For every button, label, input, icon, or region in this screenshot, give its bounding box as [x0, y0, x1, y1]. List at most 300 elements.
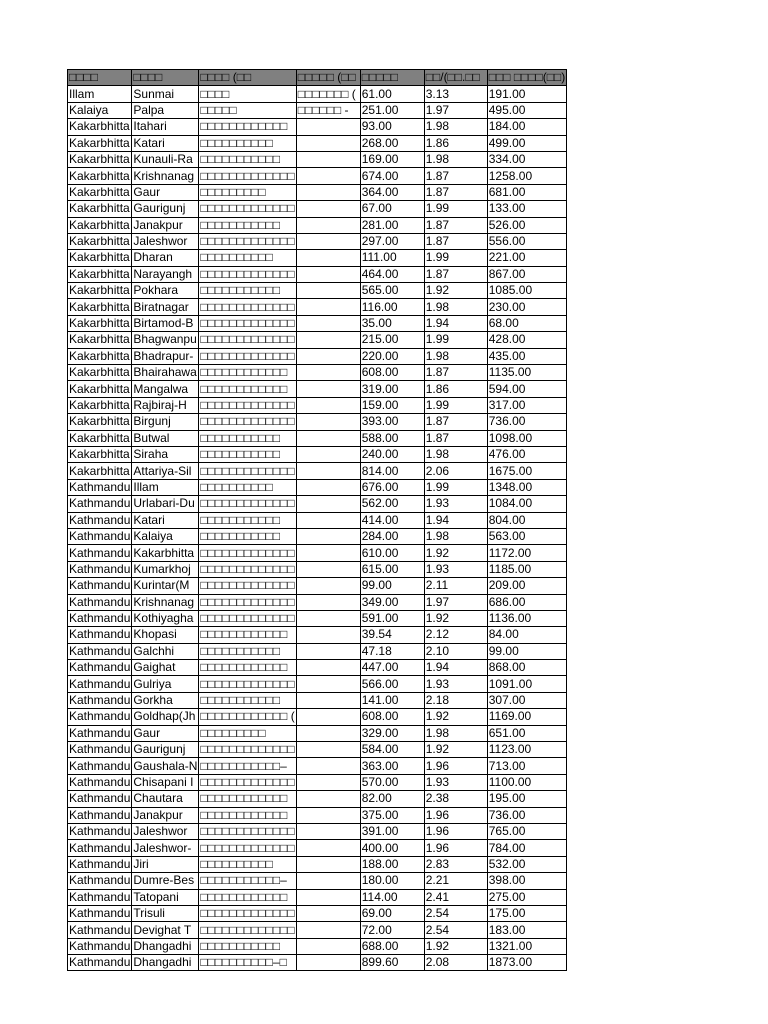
table-cell[interactable]: 268.00	[360, 135, 424, 151]
table-cell[interactable]: Birgunj	[132, 414, 199, 430]
table-cell[interactable]: 1.99	[424, 397, 487, 413]
table-cell[interactable]: Kakarbhitta	[68, 119, 132, 135]
table-cell[interactable]: 1.93	[424, 774, 487, 790]
table-cell[interactable]	[296, 446, 360, 462]
table-cell[interactable]	[296, 381, 360, 397]
table-cell[interactable]: Kakarbhitta	[68, 430, 132, 446]
table-cell[interactable]: □□□□□□□□□□	[199, 250, 296, 266]
table-cell[interactable]: 2.06	[424, 463, 487, 479]
table-cell[interactable]: 1169.00	[487, 709, 567, 725]
table-cell[interactable]: Kathmandu	[69, 479, 131, 494]
table-cell[interactable]: □□□□□□□□□□□□□	[200, 742, 295, 757]
table-cell[interactable]: Chisapani I	[132, 774, 199, 790]
table-cell[interactable]: □□□□□□□□□□–□	[199, 955, 296, 971]
table-cell[interactable]: 428.00	[487, 332, 567, 348]
table-cell[interactable]: □□□□□□□□□□□□□	[200, 906, 295, 921]
header-cell[interactable]: □□/(□□.□□	[424, 70, 487, 86]
table-cell[interactable]: Dumre-Bes	[132, 873, 199, 889]
table-cell[interactable]: □□□□□□□□□□□□□	[200, 545, 295, 560]
table-cell[interactable]: 230.00	[487, 299, 567, 315]
table-cell[interactable]: Khopasi	[132, 627, 199, 643]
table-cell[interactable]: Kakarbhitta	[68, 381, 132, 397]
table-cell[interactable]: □□□□□□□□□□□	[199, 692, 296, 708]
table-cell[interactable]: Dhangadhi	[132, 955, 199, 971]
table-cell[interactable]: 2.12	[424, 627, 487, 643]
table-cell[interactable]: Gulriya	[132, 676, 199, 692]
table-cell[interactable]: Kathmandu	[69, 611, 131, 626]
table-cell[interactable]: □□□□□□□□□□□□	[199, 365, 296, 381]
table-cell[interactable]: 867.00	[487, 266, 567, 282]
table-cell[interactable]: 398.00	[487, 873, 567, 889]
table-cell[interactable]: 69.00	[360, 905, 424, 921]
table-cell[interactable]: Bhairahawa	[132, 365, 199, 381]
table-cell[interactable]: 1.98	[424, 119, 487, 135]
table-cell[interactable]: □□□□□□□□□□□□□	[200, 774, 295, 789]
table-cell[interactable]: Kathmandu	[69, 545, 131, 560]
table-cell[interactable]: Gaur	[132, 184, 199, 200]
table-cell[interactable]	[296, 561, 360, 577]
table-cell[interactable]: Kathmandu	[69, 889, 131, 904]
table-cell[interactable]: □□□□□□□□□□□□□	[200, 266, 295, 281]
table-cell[interactable]	[296, 463, 360, 479]
table-cell[interactable]: □□□□□□□□□	[199, 725, 296, 741]
table-cell[interactable]: Kakarbhitta	[68, 446, 132, 462]
table-cell[interactable]: 1100.00	[487, 774, 567, 790]
table-cell[interactable]: Birtamod-B	[132, 315, 199, 331]
table-cell[interactable]: 1.87	[424, 233, 487, 249]
table-cell[interactable]: □□□□□□□□□□□□□	[200, 463, 295, 478]
table-cell[interactable]: 2.38	[424, 791, 487, 807]
table-cell[interactable]: Kathmandu	[69, 873, 131, 888]
table-cell[interactable]: 1.94	[424, 315, 487, 331]
table-cell[interactable]: □□□□□□□□□□□	[199, 528, 296, 544]
table-cell[interactable]: Kakarbhitta	[68, 233, 132, 249]
table-cell[interactable]: Gaur	[132, 725, 199, 741]
table-cell[interactable]: Kathmandu	[69, 643, 131, 658]
table-cell[interactable]: Narayangh	[132, 266, 199, 282]
table-cell[interactable]	[296, 119, 360, 135]
table-cell[interactable]: 180.00	[360, 873, 424, 889]
table-cell[interactable]: Kathmandu	[69, 693, 131, 708]
table-cell[interactable]: Kalaiya	[68, 102, 132, 118]
table-cell[interactable]: □□□□□□□□□□□□	[199, 660, 296, 676]
table-cell[interactable]: 1.87	[424, 365, 487, 381]
table-cell[interactable]: Kakarbhitta	[68, 365, 132, 381]
table-cell[interactable]: 1873.00	[487, 955, 567, 971]
table-cell[interactable]: Jiri	[132, 856, 199, 872]
table-cell[interactable]: 1123.00	[487, 742, 567, 758]
table-cell[interactable]: 532.00	[487, 856, 567, 872]
table-cell[interactable]: Kunauli-Ra	[132, 151, 199, 167]
table-cell[interactable]: 133.00	[487, 201, 567, 217]
table-cell[interactable]: □□□□□□□□□□	[199, 135, 296, 151]
table-cell[interactable]: 99.00	[360, 578, 424, 594]
table-cell[interactable]: 681.00	[487, 184, 567, 200]
table-cell[interactable]: Trisuli	[132, 905, 199, 921]
table-cell[interactable]: □□□□□□□□□□□□	[199, 791, 296, 807]
table-cell[interactable]: 1675.00	[487, 463, 567, 479]
table-cell[interactable]: Kakarbhitta	[68, 283, 132, 299]
table-cell[interactable]: Kakarbhitta	[68, 168, 132, 184]
table-cell[interactable]: 570.00	[360, 774, 424, 790]
table-cell[interactable]	[296, 676, 360, 692]
table-cell[interactable]: Kakarbhitta	[68, 250, 132, 266]
table-cell[interactable]: Kalaiya	[132, 528, 199, 544]
table-cell[interactable]: Kathmandu	[69, 561, 131, 576]
table-cell[interactable]: 526.00	[487, 217, 567, 233]
table-cell[interactable]: 1.87	[424, 266, 487, 282]
table-cell[interactable]: 447.00	[360, 660, 424, 676]
table-cell[interactable]: □□□□□□□□□□	[199, 479, 296, 495]
table-cell[interactable]: □□□□□□□□□□□□	[199, 889, 296, 905]
table-cell[interactable]: Siraha	[132, 446, 199, 462]
table-cell[interactable]: □□□□□□□□□□□□□	[200, 168, 295, 183]
table-cell[interactable]: 400.00	[360, 840, 424, 856]
table-cell[interactable]	[296, 151, 360, 167]
table-cell[interactable]	[296, 758, 360, 774]
table-cell[interactable]: 1321.00	[487, 938, 567, 954]
table-cell[interactable]	[296, 135, 360, 151]
table-cell[interactable]: Kathmandu	[69, 496, 131, 511]
table-cell[interactable]	[296, 233, 360, 249]
table-cell[interactable]: 2.11	[424, 578, 487, 594]
table-cell[interactable]: 2.41	[424, 889, 487, 905]
table-cell[interactable]: 3.13	[424, 86, 487, 102]
table-cell[interactable]: Kathmandu	[69, 824, 131, 839]
table-cell[interactable]: □□□□	[199, 86, 296, 102]
table-cell[interactable]: 615.00	[360, 561, 424, 577]
table-cell[interactable]: Katari	[132, 135, 199, 151]
table-cell[interactable]: Kakarbhitta	[68, 151, 132, 167]
table-cell[interactable]: Kathmandu	[69, 594, 131, 609]
table-cell[interactable]	[296, 332, 360, 348]
table-cell[interactable]: 68.00	[487, 315, 567, 331]
table-cell[interactable]: Janakpur	[132, 807, 199, 823]
table-cell[interactable]	[296, 643, 360, 659]
table-cell[interactable]: Kakarbhitta	[68, 201, 132, 217]
table-cell[interactable]: 435.00	[487, 348, 567, 364]
table-cell[interactable]: Biratnagar	[132, 299, 199, 315]
table-cell[interactable]	[296, 266, 360, 282]
table-cell[interactable]: □□□□□□□□□□□□□	[200, 348, 295, 363]
table-cell[interactable]: Gaurigunj	[132, 201, 199, 217]
table-cell[interactable]: Jaleshwor	[132, 233, 199, 249]
table-cell[interactable]: 1091.00	[487, 676, 567, 692]
table-cell[interactable]: □□□□□□□□□□□	[199, 430, 296, 446]
table-cell[interactable]: Chautara	[132, 791, 199, 807]
table-cell[interactable]: 899.60	[360, 955, 424, 971]
table-cell[interactable]: 1.94	[424, 512, 487, 528]
table-cell[interactable]: 1135.00	[487, 365, 567, 381]
table-cell[interactable]: Attariya-Sil	[132, 463, 199, 479]
table-cell[interactable]: □□□□□□□□□□□□□	[200, 332, 295, 347]
table-cell[interactable]: 1.99	[424, 201, 487, 217]
table-cell[interactable]: □□□□□□□□□□□	[199, 151, 296, 167]
table-cell[interactable]: Rajbiraj-H	[132, 397, 199, 413]
table-cell[interactable]: 1.96	[424, 758, 487, 774]
table-cell[interactable]: Kathmandu	[69, 578, 131, 593]
table-cell[interactable]: 2.21	[424, 873, 487, 889]
table-cell[interactable]: 209.00	[487, 578, 567, 594]
table-cell[interactable]: 674.00	[360, 168, 424, 184]
table-cell[interactable]: 363.00	[360, 758, 424, 774]
table-cell[interactable]: 221.00	[487, 250, 567, 266]
table-cell[interactable]: 1.94	[424, 660, 487, 676]
table-cell[interactable]: □□□□□□ -	[296, 102, 360, 118]
table-cell[interactable]	[296, 365, 360, 381]
table-cell[interactable]: Krishnanag	[132, 594, 199, 610]
table-cell[interactable]: 736.00	[487, 414, 567, 430]
table-cell[interactable]: 868.00	[487, 660, 567, 676]
table-cell[interactable]: □□□□□□□□□□□□□	[200, 234, 295, 249]
table-cell[interactable]	[296, 725, 360, 741]
table-cell[interactable]: 565.00	[360, 283, 424, 299]
table-cell[interactable]	[296, 283, 360, 299]
table-cell[interactable]: Gorkha	[132, 692, 199, 708]
table-cell[interactable]	[296, 479, 360, 495]
table-cell[interactable]: Kathmandu	[69, 627, 131, 642]
table-cell[interactable]: Kathmandu	[69, 709, 131, 724]
table-cell[interactable]: Gaighat	[132, 660, 199, 676]
table-cell[interactable]: 1.96	[424, 840, 487, 856]
table-cell[interactable]: 804.00	[487, 512, 567, 528]
table-cell[interactable]: □□□□□□□□□□□	[199, 217, 296, 233]
table-cell[interactable]: 608.00	[360, 365, 424, 381]
table-cell[interactable]: 1.98	[424, 348, 487, 364]
table-cell[interactable]: 1.96	[424, 807, 487, 823]
table-cell[interactable]: 1.86	[424, 135, 487, 151]
table-cell[interactable]: Gaurigunj	[132, 742, 199, 758]
table-cell[interactable]: Palpa	[132, 102, 199, 118]
table-cell[interactable]	[296, 807, 360, 823]
table-cell[interactable]	[296, 873, 360, 889]
table-cell[interactable]: Kakarbhitta	[68, 184, 132, 200]
table-cell[interactable]: 1.96	[424, 823, 487, 839]
table-cell[interactable]: 476.00	[487, 446, 567, 462]
table-cell[interactable]	[296, 922, 360, 938]
table-cell[interactable]: 563.00	[487, 528, 567, 544]
table-cell[interactable]	[296, 348, 360, 364]
table-cell[interactable]	[296, 168, 360, 184]
table-cell[interactable]: 1.92	[424, 610, 487, 626]
table-cell[interactable]: 284.00	[360, 528, 424, 544]
table-cell[interactable]: 1.97	[424, 102, 487, 118]
table-cell[interactable]: 1.93	[424, 676, 487, 692]
table-cell[interactable]: □□□□□□□□□□□□□	[200, 201, 295, 216]
table-cell[interactable]: 391.00	[360, 823, 424, 839]
table-cell[interactable]: 114.00	[360, 889, 424, 905]
table-cell[interactable]: Kathmandu	[69, 512, 131, 527]
table-cell[interactable]	[296, 660, 360, 676]
table-cell[interactable]: 608.00	[360, 709, 424, 725]
table-cell[interactable]: □□□□□□□□□□□	[199, 446, 296, 462]
header-cell[interactable]: □□□□□	[360, 70, 424, 86]
table-cell[interactable]: Mangalwa	[132, 381, 199, 397]
table-cell[interactable]: 281.00	[360, 217, 424, 233]
table-cell[interactable]: 35.00	[360, 315, 424, 331]
table-cell[interactable]: Itahari	[132, 119, 199, 135]
table-cell[interactable]: Kathmandu	[69, 791, 131, 806]
table-cell[interactable]: □□□□□□□□□□□□□	[200, 414, 295, 429]
table-cell[interactable]: 1172.00	[487, 545, 567, 561]
table-cell[interactable]: 240.00	[360, 446, 424, 462]
table-cell[interactable]: 562.00	[360, 496, 424, 512]
table-cell[interactable]: Kathmandu	[69, 955, 131, 970]
table-cell[interactable]: 2.83	[424, 856, 487, 872]
table-cell[interactable]	[296, 889, 360, 905]
table-cell[interactable]: Kathmandu	[69, 856, 131, 871]
table-cell[interactable]: Jaleshwor-	[132, 840, 199, 856]
table-cell[interactable]: Devighat T	[132, 922, 199, 938]
table-cell[interactable]	[296, 578, 360, 594]
table-cell[interactable]: Galchhi	[132, 643, 199, 659]
table-cell[interactable]: 784.00	[487, 840, 567, 856]
table-cell[interactable]: 610.00	[360, 545, 424, 561]
table-cell[interactable]	[296, 594, 360, 610]
table-cell[interactable]: 1.98	[424, 528, 487, 544]
table-cell[interactable]: 688.00	[360, 938, 424, 954]
table-cell[interactable]: 93.00	[360, 119, 424, 135]
table-cell[interactable]	[296, 823, 360, 839]
table-cell[interactable]: 191.00	[487, 86, 567, 102]
table-cell[interactable]: 2.08	[424, 955, 487, 971]
table-cell[interactable]: 1.92	[424, 709, 487, 725]
table-cell[interactable]: 1.98	[424, 446, 487, 462]
table-cell[interactable]: 1.93	[424, 496, 487, 512]
table-cell[interactable]: Kakarbhitta	[68, 463, 132, 479]
table-cell[interactable]: 414.00	[360, 512, 424, 528]
table-cell[interactable]: 1.92	[424, 283, 487, 299]
table-cell[interactable]: □□□□□□□□□□□□□	[200, 611, 295, 626]
table-cell[interactable]: 116.00	[360, 299, 424, 315]
table-cell[interactable]: Bhadrapur-	[132, 348, 199, 364]
table-cell[interactable]	[296, 201, 360, 217]
table-cell[interactable]	[296, 496, 360, 512]
table-cell[interactable]: □□□□□□□□□□□□	[199, 807, 296, 823]
table-cell[interactable]: Kathmandu	[69, 725, 131, 740]
table-cell[interactable]: 364.00	[360, 184, 424, 200]
table-cell[interactable]: □□□□□□□□□□	[199, 856, 296, 872]
table-cell[interactable]: 1.87	[424, 430, 487, 446]
table-cell[interactable]: 464.00	[360, 266, 424, 282]
table-cell[interactable]: Butwal	[132, 430, 199, 446]
table-cell[interactable]: Tatopani	[132, 889, 199, 905]
table-cell[interactable]: □□□□□□□□□□□□□	[200, 922, 295, 937]
table-cell[interactable]: Kurintar(M	[132, 578, 199, 594]
table-cell[interactable]: Katari	[132, 512, 199, 528]
table-cell[interactable]	[296, 955, 360, 971]
table-cell[interactable]: Illam	[68, 86, 132, 102]
table-cell[interactable]: 499.00	[487, 135, 567, 151]
table-cell[interactable]: 393.00	[360, 414, 424, 430]
table-cell[interactable]: Kathmandu	[69, 742, 131, 757]
table-cell[interactable]: 1084.00	[487, 496, 567, 512]
table-cell[interactable]: Gaushala-N	[133, 758, 198, 773]
table-cell[interactable]: 686.00	[487, 594, 567, 610]
table-cell[interactable]	[296, 217, 360, 233]
table-cell[interactable]: 1185.00	[487, 561, 567, 577]
table-cell[interactable]: Krishnanag	[132, 168, 199, 184]
table-cell[interactable]	[296, 627, 360, 643]
table-cell[interactable]: 175.00	[487, 905, 567, 921]
table-cell[interactable]: Kathmandu	[69, 774, 131, 789]
table-cell[interactable]: 183.00	[487, 922, 567, 938]
table-cell[interactable]: □□□□□□□□□□□□	[199, 381, 296, 397]
table-cell[interactable]: 1348.00	[487, 479, 567, 495]
table-cell[interactable]: Kakarbhitta	[68, 315, 132, 331]
table-cell[interactable]: Kathmandu	[69, 906, 131, 921]
table-cell[interactable]: Janakpur	[132, 217, 199, 233]
table-cell[interactable]: 349.00	[360, 594, 424, 610]
table-cell[interactable]: Bhagwanpu	[132, 332, 199, 348]
table-cell[interactable]: 82.00	[360, 791, 424, 807]
table-cell[interactable]: Kakarbhitta	[68, 217, 132, 233]
table-cell[interactable]: 2.54	[424, 905, 487, 921]
header-cell[interactable]: □□□□	[132, 70, 199, 86]
table-cell[interactable]: 72.00	[360, 922, 424, 938]
table-cell[interactable]: 566.00	[360, 676, 424, 692]
table-cell[interactable]: Kothiyagha	[132, 610, 199, 626]
table-cell[interactable]: □□□□□□□□□□□□□	[200, 578, 295, 593]
table-cell[interactable]: 215.00	[360, 332, 424, 348]
table-cell[interactable]: 736.00	[487, 807, 567, 823]
table-cell[interactable]: 495.00	[487, 102, 567, 118]
table-cell[interactable]: Kathmandu	[69, 660, 131, 675]
table-cell[interactable]	[296, 774, 360, 790]
table-cell[interactable]: Kathmandu	[69, 938, 131, 953]
table-cell[interactable]: 1098.00	[487, 430, 567, 446]
table-cell[interactable]: 2.54	[424, 922, 487, 938]
table-cell[interactable]: 39.54	[360, 627, 424, 643]
table-cell[interactable]	[296, 528, 360, 544]
table-cell[interactable]	[296, 250, 360, 266]
table-cell[interactable]	[296, 840, 360, 856]
table-cell[interactable]	[296, 692, 360, 708]
table-cell[interactable]: Kumarkhoj	[132, 561, 199, 577]
table-cell[interactable]: 584.00	[360, 742, 424, 758]
table-cell[interactable]: 84.00	[487, 627, 567, 643]
table-cell[interactable]: 1.99	[424, 250, 487, 266]
table-cell[interactable]	[296, 299, 360, 315]
table-cell[interactable]: 1.99	[424, 332, 487, 348]
header-cell[interactable]: □□□□ (□□	[199, 70, 296, 86]
table-cell[interactable]: □□□□□□□□□□□□□	[200, 594, 295, 609]
table-cell[interactable]: 1.92	[424, 742, 487, 758]
table-cell[interactable]	[296, 938, 360, 954]
table-cell[interactable]: Kakarbhitta	[68, 135, 132, 151]
table-cell[interactable]: Pokhara	[132, 283, 199, 299]
table-cell[interactable]	[296, 430, 360, 446]
table-cell[interactable]: 591.00	[360, 610, 424, 626]
table-cell[interactable]: □□□□□□□ (	[296, 86, 360, 102]
table-cell[interactable]: 2.10	[424, 643, 487, 659]
table-cell[interactable]: □□□□□□□□□□□□□	[200, 840, 295, 855]
table-cell[interactable]: 2.18	[424, 692, 487, 708]
table-cell[interactable]: 651.00	[487, 725, 567, 741]
table-cell[interactable]: □□□□□□□□□□□□□	[200, 824, 295, 839]
table-cell[interactable]: Kathmandu	[69, 676, 131, 691]
table-cell[interactable]: 1.99	[424, 479, 487, 495]
table-cell[interactable]: □□□□□	[199, 102, 296, 118]
table-cell[interactable]: Goldhap(Jh	[132, 709, 199, 725]
table-cell[interactable]: Urlabari-Du	[132, 496, 199, 512]
table-cell[interactable]: 220.00	[360, 348, 424, 364]
table-cell[interactable]: 1.92	[424, 938, 487, 954]
table-cell[interactable]: 588.00	[360, 430, 424, 446]
table-cell[interactable]: 111.00	[360, 250, 424, 266]
table-cell[interactable]: 99.00	[487, 643, 567, 659]
table-cell[interactable]	[296, 184, 360, 200]
